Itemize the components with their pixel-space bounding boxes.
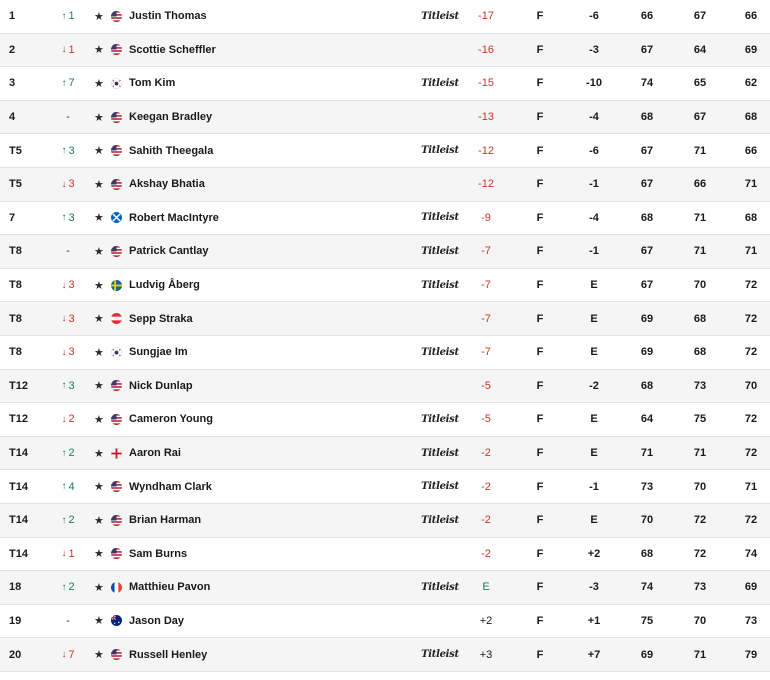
total-to-par: -5	[481, 413, 491, 426]
total-to-par: -7	[481, 346, 491, 359]
position: 7	[9, 211, 16, 224]
total-to-par: -13	[478, 111, 494, 124]
position: T8	[9, 245, 22, 258]
round-2-score: 71	[693, 245, 707, 258]
round-3-score: 74	[744, 547, 758, 560]
round-3-score: 71	[744, 178, 758, 191]
player-row[interactable]	[0, 605, 770, 639]
position-movement	[54, 370, 82, 403]
favorite-star-icon[interactable]: ★	[94, 380, 104, 393]
today-score: -6	[589, 144, 599, 157]
round-1-score: 68	[640, 379, 654, 392]
sponsor-logo: Titleist	[421, 212, 459, 224]
player-name[interactable]: Brian Harman	[129, 514, 202, 527]
arrow-down-icon: ↓	[61, 178, 67, 190]
total-to-par: -2	[481, 447, 491, 460]
position: T14	[9, 447, 28, 460]
round-1-score: 68	[640, 547, 654, 560]
total-to-par: -5	[481, 379, 491, 392]
position: T12	[9, 413, 28, 426]
round-2-score: 73	[693, 581, 707, 594]
total-to-par: +3	[479, 648, 493, 661]
position: T5	[9, 144, 22, 157]
movement-value: 3	[68, 312, 75, 325]
movement-value: 1	[68, 43, 75, 56]
player-name[interactable]: Sam Burns	[129, 547, 188, 560]
sponsor-logo: Titleist	[421, 279, 459, 291]
position-movement	[54, 638, 82, 671]
favorite-star-icon[interactable]: ★	[94, 615, 104, 628]
round-3-score: 70	[744, 379, 758, 392]
movement-value: 4	[68, 480, 75, 493]
movement-value: 3	[68, 279, 75, 292]
scotland-flag-icon	[111, 202, 122, 235]
favorite-star-icon[interactable]: ★	[94, 481, 104, 494]
thru: F	[536, 581, 544, 594]
position-movement	[54, 34, 82, 67]
round-1-score: 67	[640, 279, 654, 292]
today-score: -2	[589, 379, 599, 392]
round-3-score: 66	[744, 144, 758, 157]
player-row[interactable]	[0, 638, 770, 672]
round-1-score: 67	[640, 43, 654, 56]
movement-value: 3	[68, 211, 75, 224]
player-name[interactable]: Cameron Young	[129, 413, 213, 426]
round-2-score: 72	[693, 547, 707, 560]
favorite-star-icon[interactable]: ★	[94, 413, 104, 426]
arrow-up-icon: ↑	[61, 514, 67, 526]
favorite-star-icon[interactable]: ★	[94, 212, 104, 225]
movement-value: 7	[68, 77, 75, 90]
thru: F	[536, 211, 544, 224]
position: T8	[9, 312, 22, 325]
position: T8	[9, 346, 22, 359]
round-2-score: 70	[693, 614, 707, 627]
today-score: E	[590, 413, 598, 426]
round-3-score: 62	[744, 77, 758, 90]
total-to-par: -7	[481, 279, 491, 292]
usa-flag-icon	[111, 101, 122, 134]
arrow-up-icon: ↑	[61, 77, 67, 89]
total-to-par: -12	[478, 178, 494, 191]
player-row[interactable]	[0, 134, 770, 168]
round-2-score: 64	[693, 43, 707, 56]
round-2-score: 71	[693, 144, 707, 157]
arrow-down-icon: ↓	[61, 649, 67, 661]
thru: F	[536, 447, 544, 460]
round-2-score: 70	[693, 279, 707, 292]
player-row[interactable]	[0, 336, 770, 370]
total-to-par: -12	[478, 144, 494, 157]
favorite-star-icon[interactable]: ★	[94, 245, 104, 258]
sweden-flag-icon	[111, 269, 122, 302]
sponsor-logo: Titleist	[421, 447, 459, 459]
player-name[interactable]: Matthieu Pavon	[129, 581, 211, 594]
round-2-score: 70	[693, 480, 707, 493]
round-3-score: 72	[744, 346, 758, 359]
position-movement	[54, 571, 82, 604]
player-name[interactable]: Aaron Rai	[129, 447, 181, 460]
position: T14	[9, 480, 28, 493]
position: 3	[9, 77, 16, 90]
round-2-score: 72	[693, 514, 707, 527]
thru: F	[536, 346, 544, 359]
round-3-score: 71	[744, 245, 758, 258]
today-score: -1	[589, 480, 599, 493]
position: T8	[9, 279, 22, 292]
usa-flag-icon	[111, 370, 122, 403]
position-movement	[54, 302, 82, 335]
thru: F	[536, 43, 544, 56]
arrow-up-icon: ↑	[61, 380, 67, 392]
movement-value: 2	[68, 581, 75, 594]
total-to-par: -7	[481, 245, 491, 258]
movement-value: 2	[68, 413, 75, 426]
position: T14	[9, 547, 28, 560]
round-3-score: 72	[744, 279, 758, 292]
arrow-down-icon: ↓	[61, 346, 67, 358]
player-name[interactable]: Scottie Scheffler	[129, 43, 216, 56]
favorite-star-icon[interactable]: ★	[94, 447, 104, 460]
round-3-score: 72	[744, 413, 758, 426]
player-name[interactable]: Ludvig Åberg	[129, 279, 200, 292]
round-2-score: 68	[693, 346, 707, 359]
round-3-score: 71	[744, 480, 758, 493]
round-2-score: 68	[693, 312, 707, 325]
thru: F	[536, 111, 544, 124]
today-score: -1	[589, 178, 599, 191]
player-name[interactable]: Wyndham Clark	[129, 480, 212, 493]
thru: F	[536, 514, 544, 527]
today-score: -1	[589, 245, 599, 258]
player-name[interactable]: Robert MacIntyre	[129, 211, 219, 224]
player-row[interactable]	[0, 34, 770, 68]
thru: F	[536, 245, 544, 258]
player-name[interactable]: Sahith Theegala	[129, 144, 214, 157]
today-score: -6	[589, 10, 599, 23]
today-score: E	[590, 312, 598, 325]
player-row[interactable]	[0, 202, 770, 236]
today-score: -4	[589, 111, 599, 124]
round-3-score: 68	[744, 111, 758, 124]
round-3-score: 79	[744, 648, 758, 661]
korea-flag-icon	[111, 67, 122, 100]
usa-flag-icon	[111, 0, 122, 33]
player-name[interactable]: Justin Thomas	[129, 10, 207, 23]
thru: F	[536, 413, 544, 426]
arrow-down-icon: ↓	[61, 279, 67, 291]
position: 18	[9, 581, 22, 594]
thru: F	[536, 547, 544, 560]
total-to-par: -7	[481, 312, 491, 325]
australia-flag-icon	[111, 605, 122, 638]
sponsor-logo: Titleist	[421, 346, 459, 358]
round-1-score: 68	[640, 111, 654, 124]
sponsor-logo: Titleist	[421, 145, 459, 157]
position: T12	[9, 379, 28, 392]
player-name[interactable]: Russell Henley	[129, 648, 208, 661]
player-name[interactable]: Tom Kim	[129, 77, 176, 90]
position-movement	[54, 538, 82, 571]
thru: F	[536, 178, 544, 191]
today-score: +1	[587, 614, 601, 627]
player-name[interactable]: Nick Dunlap	[129, 379, 193, 392]
round-2-score: 71	[693, 648, 707, 661]
round-1-score: 67	[640, 144, 654, 157]
round-2-score: 71	[693, 447, 707, 460]
total-to-par: -16	[478, 43, 494, 56]
round-1-score: 73	[640, 480, 654, 493]
sponsor-logo: Titleist	[421, 413, 459, 425]
thru: F	[536, 144, 544, 157]
round-1-score: 68	[640, 211, 654, 224]
position-movement	[54, 403, 82, 436]
favorite-star-icon[interactable]: ★	[94, 111, 104, 124]
position: T5	[9, 178, 22, 191]
movement-value: 3	[68, 178, 75, 191]
thru: F	[536, 279, 544, 292]
favorite-star-icon[interactable]: ★	[94, 581, 104, 594]
position-movement	[54, 235, 82, 268]
player-name[interactable]: Sungjae Im	[129, 346, 188, 359]
favorite-star-icon[interactable]: ★	[94, 548, 104, 561]
today-score: E	[590, 447, 598, 460]
round-2-score: 67	[693, 10, 707, 23]
round-3-score: 66	[744, 10, 758, 23]
position: 20	[9, 648, 22, 661]
round-1-score: 74	[640, 581, 654, 594]
round-1-score: 69	[640, 648, 654, 661]
movement-value: 7	[68, 648, 75, 661]
position-movement	[54, 605, 82, 638]
round-1-score: 67	[640, 245, 654, 258]
total-to-par: -2	[481, 547, 491, 560]
position-movement	[54, 0, 82, 33]
position: T14	[9, 514, 28, 527]
usa-flag-icon	[111, 470, 122, 503]
usa-flag-icon	[111, 34, 122, 67]
movement-value: 3	[68, 379, 75, 392]
movement-value: -	[66, 614, 70, 627]
usa-flag-icon	[111, 403, 122, 436]
sponsor-logo: Titleist	[421, 649, 459, 661]
thru: F	[536, 480, 544, 493]
player-name[interactable]: Akshay Bhatia	[129, 178, 205, 191]
player-name[interactable]: Patrick Cantlay	[129, 245, 209, 258]
round-1-score: 66	[640, 10, 654, 23]
arrow-up-icon: ↑	[61, 481, 67, 493]
movement-value: 3	[68, 144, 75, 157]
round-3-score: 72	[744, 514, 758, 527]
round-2-score: 65	[693, 77, 707, 90]
player-row[interactable]	[0, 168, 770, 202]
usa-flag-icon	[111, 538, 122, 571]
today-score: -3	[589, 581, 599, 594]
movement-value: 2	[68, 447, 75, 460]
position: 19	[9, 614, 22, 627]
movement-value: 1	[68, 10, 75, 23]
position-movement	[54, 101, 82, 134]
thru: F	[536, 10, 544, 23]
round-2-score: 66	[693, 178, 707, 191]
today-score: E	[590, 346, 598, 359]
position: 4	[9, 111, 16, 124]
korea-flag-icon	[111, 336, 122, 369]
round-1-score: 75	[640, 614, 654, 627]
round-3-score: 69	[744, 581, 758, 594]
favorite-star-icon[interactable]: ★	[94, 313, 104, 326]
player-name[interactable]: Sepp Straka	[129, 312, 193, 325]
usa-flag-icon	[111, 504, 122, 537]
favorite-star-icon[interactable]: ★	[94, 346, 104, 359]
player-row[interactable]	[0, 0, 770, 34]
thru: F	[536, 77, 544, 90]
player-row[interactable]	[0, 269, 770, 303]
sponsor-logo: Titleist	[421, 514, 459, 526]
player-name[interactable]: Jason Day	[129, 614, 185, 627]
france-flag-icon	[111, 571, 122, 604]
total-to-par: -15	[478, 77, 494, 90]
position-movement	[54, 437, 82, 470]
round-1-score: 74	[640, 77, 654, 90]
round-1-score: 70	[640, 514, 654, 527]
today-score: E	[590, 279, 598, 292]
player-row[interactable]	[0, 235, 770, 269]
player-row[interactable]	[0, 403, 770, 437]
player-row[interactable]	[0, 101, 770, 135]
austria-flag-icon	[111, 302, 122, 335]
usa-flag-icon	[111, 235, 122, 268]
arrow-down-icon: ↓	[61, 413, 67, 425]
total-to-par: -17	[478, 10, 494, 23]
total-to-par: E	[482, 581, 490, 594]
position-movement	[54, 504, 82, 537]
round-1-score: 69	[640, 312, 654, 325]
movement-value: 1	[68, 547, 75, 560]
today-score: +2	[587, 547, 601, 560]
position-movement	[54, 336, 82, 369]
position-movement	[54, 470, 82, 503]
favorite-star-icon[interactable]: ★	[94, 178, 104, 191]
movement-value: -	[66, 111, 70, 124]
arrow-up-icon: ↑	[61, 447, 67, 459]
total-to-par: -2	[481, 514, 491, 527]
round-3-score: 68	[744, 211, 758, 224]
position-movement	[54, 67, 82, 100]
total-to-par: -9	[481, 211, 491, 224]
thru: F	[536, 379, 544, 392]
player-name[interactable]: Keegan Bradley	[129, 111, 213, 124]
sponsor-logo: Titleist	[421, 245, 459, 257]
round-1-score: 69	[640, 346, 654, 359]
round-3-score: 72	[744, 312, 758, 325]
sponsor-logo: Titleist	[421, 581, 459, 593]
thru: F	[536, 614, 544, 627]
today-score: -3	[589, 43, 599, 56]
arrow-up-icon: ↑	[61, 212, 67, 224]
player-row[interactable]	[0, 571, 770, 605]
favorite-star-icon[interactable]: ★	[94, 279, 104, 292]
player-row[interactable]	[0, 470, 770, 504]
favorite-star-icon[interactable]: ★	[94, 10, 104, 23]
player-row[interactable]	[0, 370, 770, 404]
position-movement	[54, 202, 82, 235]
arrow-up-icon: ↑	[61, 10, 67, 22]
round-2-score: 73	[693, 379, 707, 392]
round-3-score: 72	[744, 447, 758, 460]
usa-flag-icon	[111, 638, 122, 671]
position: 1	[9, 10, 16, 23]
today-score: +7	[587, 648, 601, 661]
round-2-score: 71	[693, 211, 707, 224]
player-row[interactable]	[0, 437, 770, 471]
round-2-score: 67	[693, 111, 707, 124]
arrow-down-icon: ↓	[61, 44, 67, 56]
today-score: E	[590, 514, 598, 527]
usa-flag-icon	[111, 168, 122, 201]
favorite-star-icon[interactable]: ★	[94, 44, 104, 57]
arrow-down-icon: ↓	[61, 313, 67, 325]
round-3-score: 69	[744, 43, 758, 56]
total-to-par: -2	[481, 480, 491, 493]
arrow-up-icon: ↑	[61, 145, 67, 157]
player-row[interactable]	[0, 538, 770, 572]
position: 2	[9, 43, 16, 56]
england-flag-icon	[111, 437, 122, 470]
round-1-score: 67	[640, 178, 654, 191]
favorite-star-icon[interactable]: ★	[94, 649, 104, 662]
usa-flag-icon	[111, 134, 122, 167]
round-3-score: 73	[744, 614, 758, 627]
arrow-up-icon: ↑	[61, 581, 67, 593]
position-movement	[54, 134, 82, 167]
round-2-score: 75	[693, 413, 707, 426]
total-to-par: +2	[479, 614, 493, 627]
arrow-down-icon: ↓	[61, 548, 67, 560]
favorite-star-icon[interactable]: ★	[94, 77, 104, 90]
player-row[interactable]	[0, 504, 770, 538]
favorite-star-icon[interactable]: ★	[94, 145, 104, 158]
player-row[interactable]	[0, 67, 770, 101]
thru: F	[536, 648, 544, 661]
position-movement	[54, 168, 82, 201]
movement-value: -	[66, 245, 70, 258]
movement-value: 2	[68, 514, 75, 527]
round-1-score: 64	[640, 413, 654, 426]
favorite-star-icon[interactable]: ★	[94, 514, 104, 527]
sponsor-logo: Titleist	[421, 10, 459, 22]
sponsor-logo: Titleist	[421, 77, 459, 89]
round-1-score: 71	[640, 447, 654, 460]
thru: F	[536, 312, 544, 325]
position-movement	[54, 269, 82, 302]
player-row[interactable]	[0, 302, 770, 336]
today-score: -10	[586, 77, 602, 90]
movement-value: 3	[68, 346, 75, 359]
sponsor-logo: Titleist	[421, 481, 459, 493]
today-score: -4	[589, 211, 599, 224]
